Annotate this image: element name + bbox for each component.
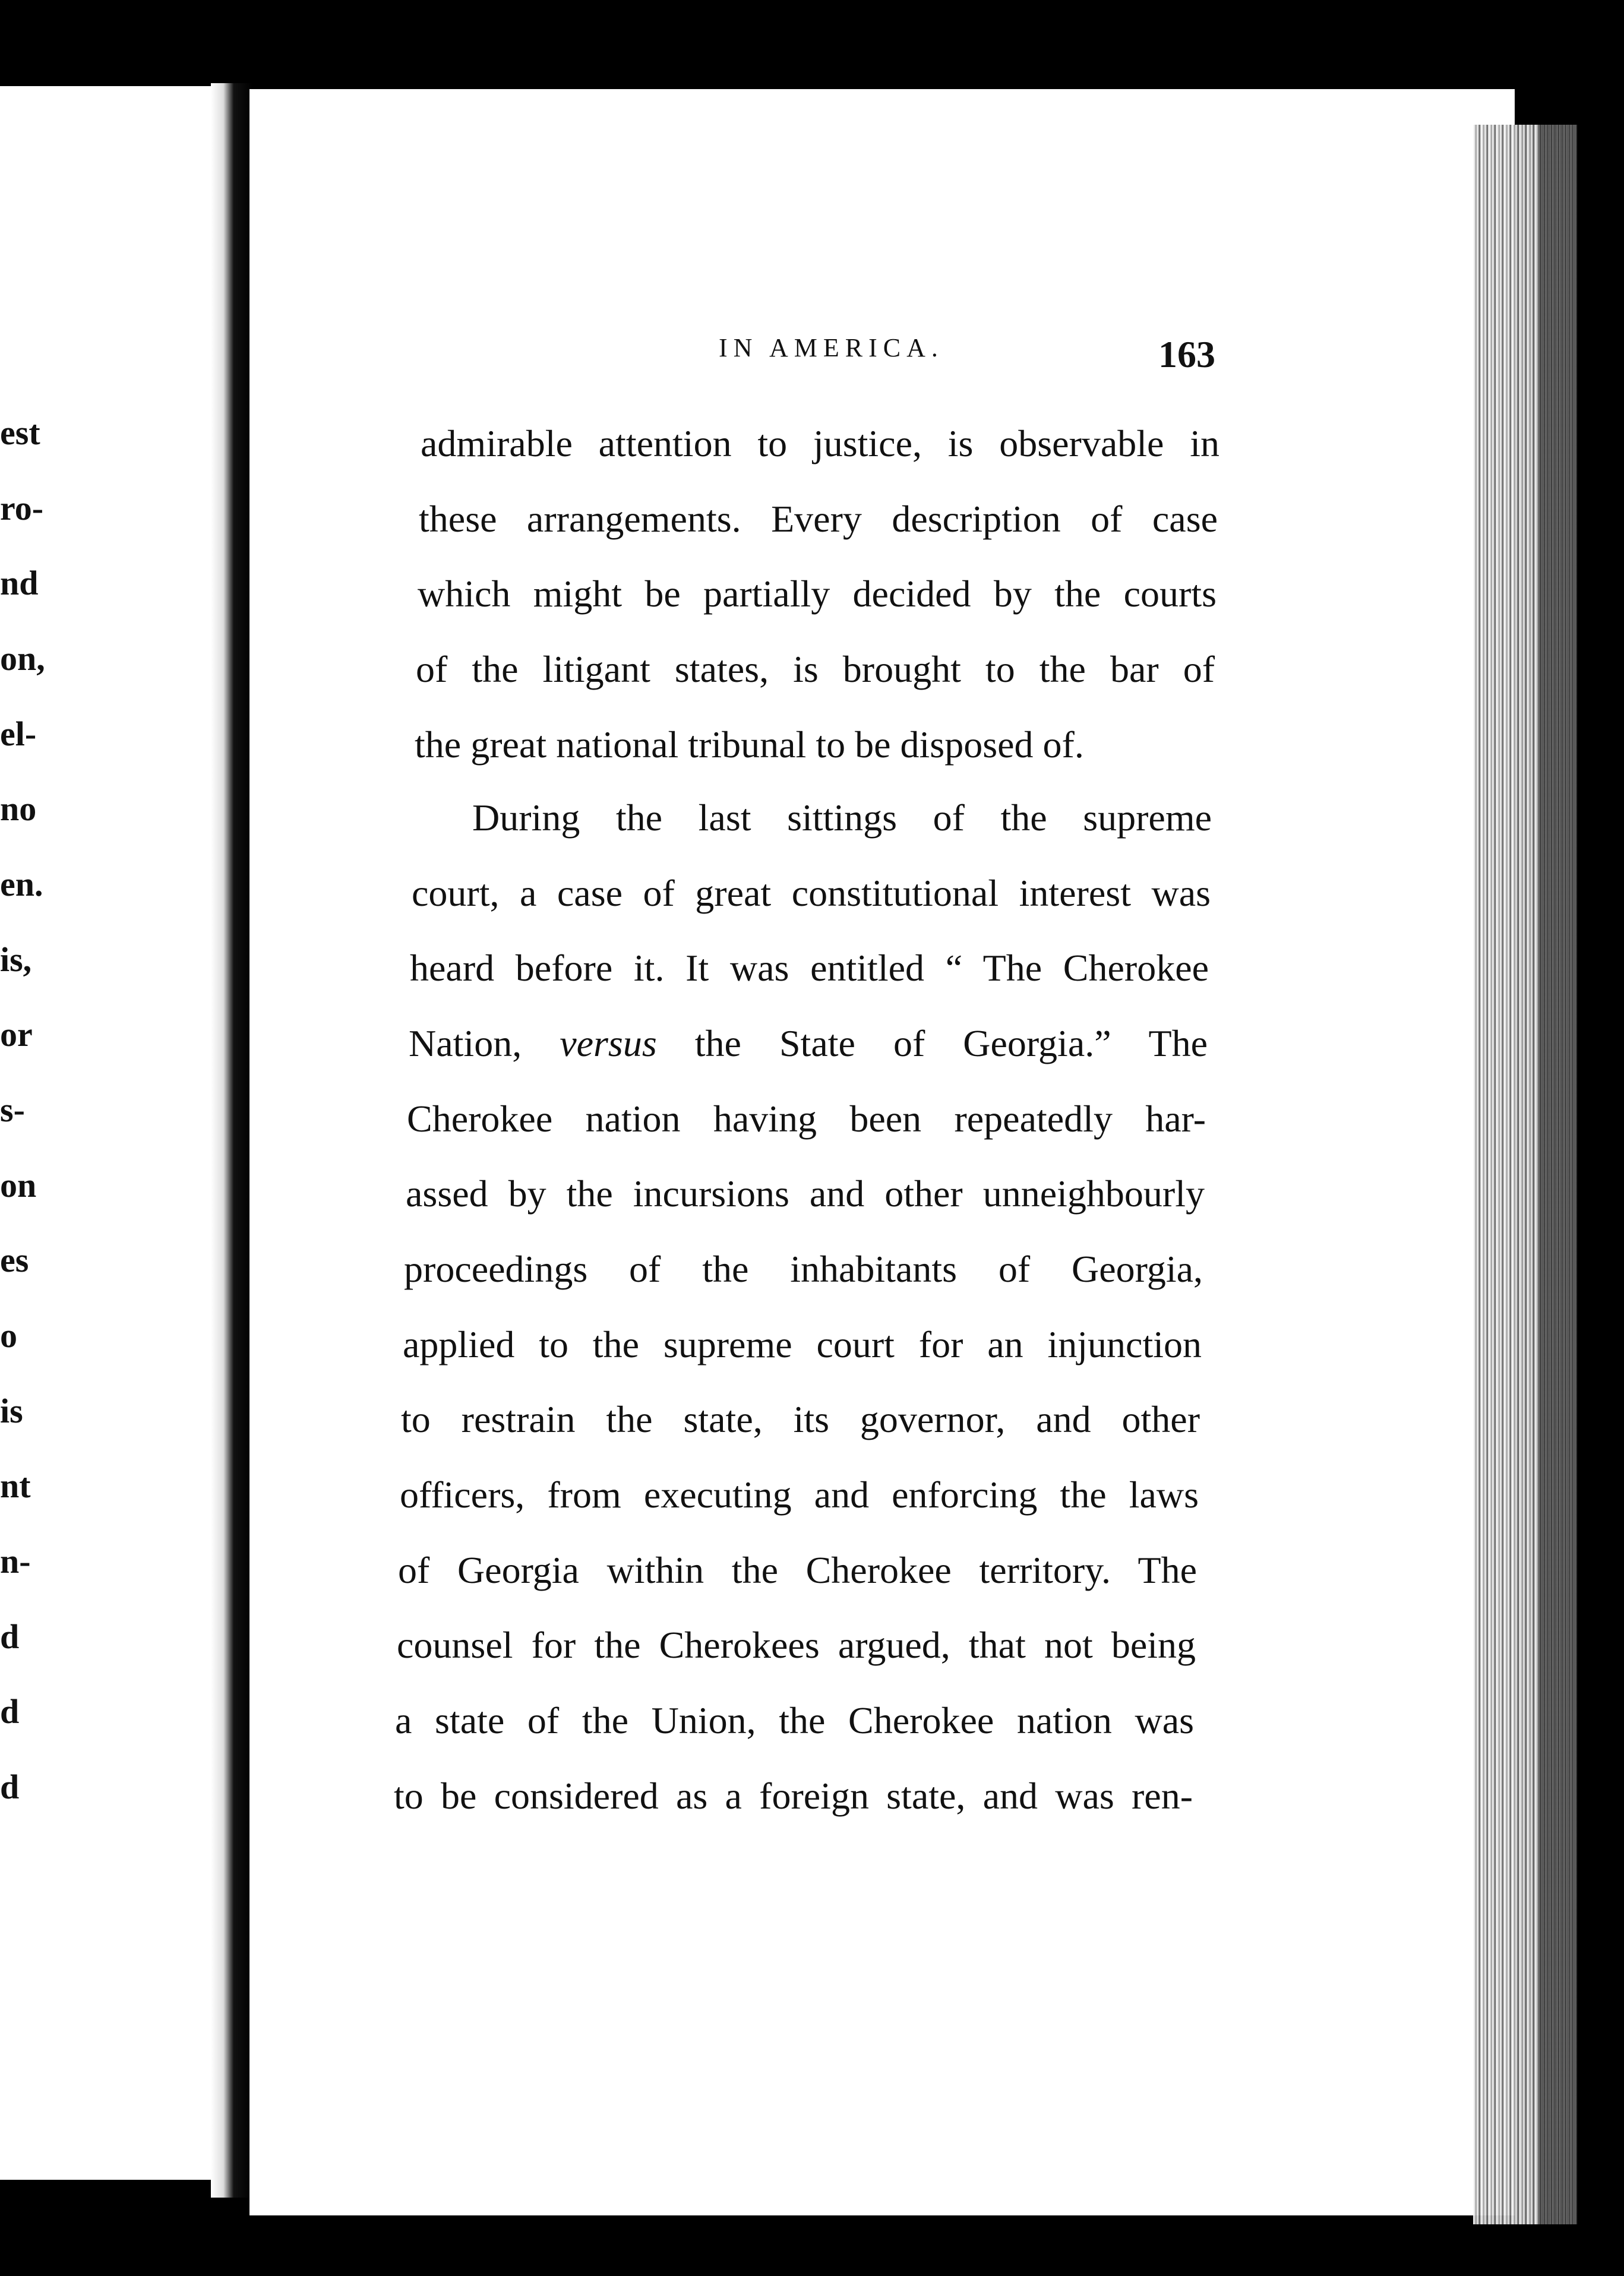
running-head: IN AMERICA. [719, 333, 944, 362]
left-line-fragment: est [0, 413, 40, 452]
left-line-fragment: d [0, 1692, 20, 1731]
book-gutter [211, 83, 252, 2198]
left-line-fragment: ro- [0, 489, 44, 527]
body-line: admirable attention to justice, is observable in [421, 422, 1219, 464]
left-line-fragment: is, [0, 940, 32, 979]
body-line: Cherokee nation having been repeatedly har- [407, 1098, 1206, 1140]
page-fore-edge-shadow [1538, 125, 1577, 2224]
left-line-fragment: s- [0, 1090, 25, 1129]
left-line-fragment: on [0, 1166, 37, 1205]
body-line: of the litigant states, is brought to the bar of [416, 648, 1215, 690]
line-text: the State of Georgia.” The [656, 1022, 1208, 1064]
body-line: proceedings of the inhabitants of Georgia, [404, 1248, 1203, 1290]
left-line-fragment: is [0, 1392, 23, 1430]
left-line-fragment: d [0, 1617, 20, 1656]
left-line-fragment: nd [0, 564, 39, 602]
left-line-fragment: es [0, 1241, 29, 1279]
body-line: these arrangements. Every description of case [419, 498, 1218, 540]
left-line-fragment: en. [0, 865, 43, 903]
body-line: During the last sittings of the supreme [472, 796, 1212, 839]
body-line: heard before it. It was entitled “ The Cherokee [410, 947, 1209, 989]
body-line: assed by the incursions and other unneighbourly [406, 1172, 1205, 1215]
line-text: Nation, [409, 1022, 560, 1064]
left-page [0, 86, 232, 2180]
body-line: to be considered as a foreign state, and was ren- [394, 1775, 1193, 1817]
left-line-fragment: d [0, 1768, 20, 1806]
left-line-fragment: or [0, 1015, 33, 1054]
left-line-fragment: o [0, 1316, 17, 1355]
left-line-fragment: no [0, 789, 37, 828]
body-line: the great national tribunal to be disposed of. [415, 723, 1084, 766]
italic-word: versus [560, 1022, 657, 1064]
left-line-fragment: nt [0, 1466, 31, 1505]
left-line-fragment: n- [0, 1542, 31, 1580]
right-page [249, 89, 1515, 2215]
body-line: counsel for the Cherokees argued, that not being [397, 1624, 1196, 1666]
body-line: of Georgia within the Cherokee territory. The [398, 1549, 1197, 1591]
page-number: 163 [1158, 333, 1215, 375]
body-line [409, 1022, 1208, 1064]
body-line: applied to the supreme court for an injunction [403, 1323, 1202, 1365]
left-line-fragment: el- [0, 715, 37, 753]
body-line: officers, from executing and enforcing the laws [400, 1474, 1199, 1516]
body-line: to restrain the state, its governor, and other [401, 1398, 1200, 1440]
body-line: which might be partially decided by the courts [418, 573, 1217, 615]
body-line: a state of the Union, the Cherokee nation was [395, 1699, 1194, 1741]
body-line: court, a case of great constitutional interest was [412, 872, 1211, 914]
left-line-fragment: on, [0, 639, 45, 678]
